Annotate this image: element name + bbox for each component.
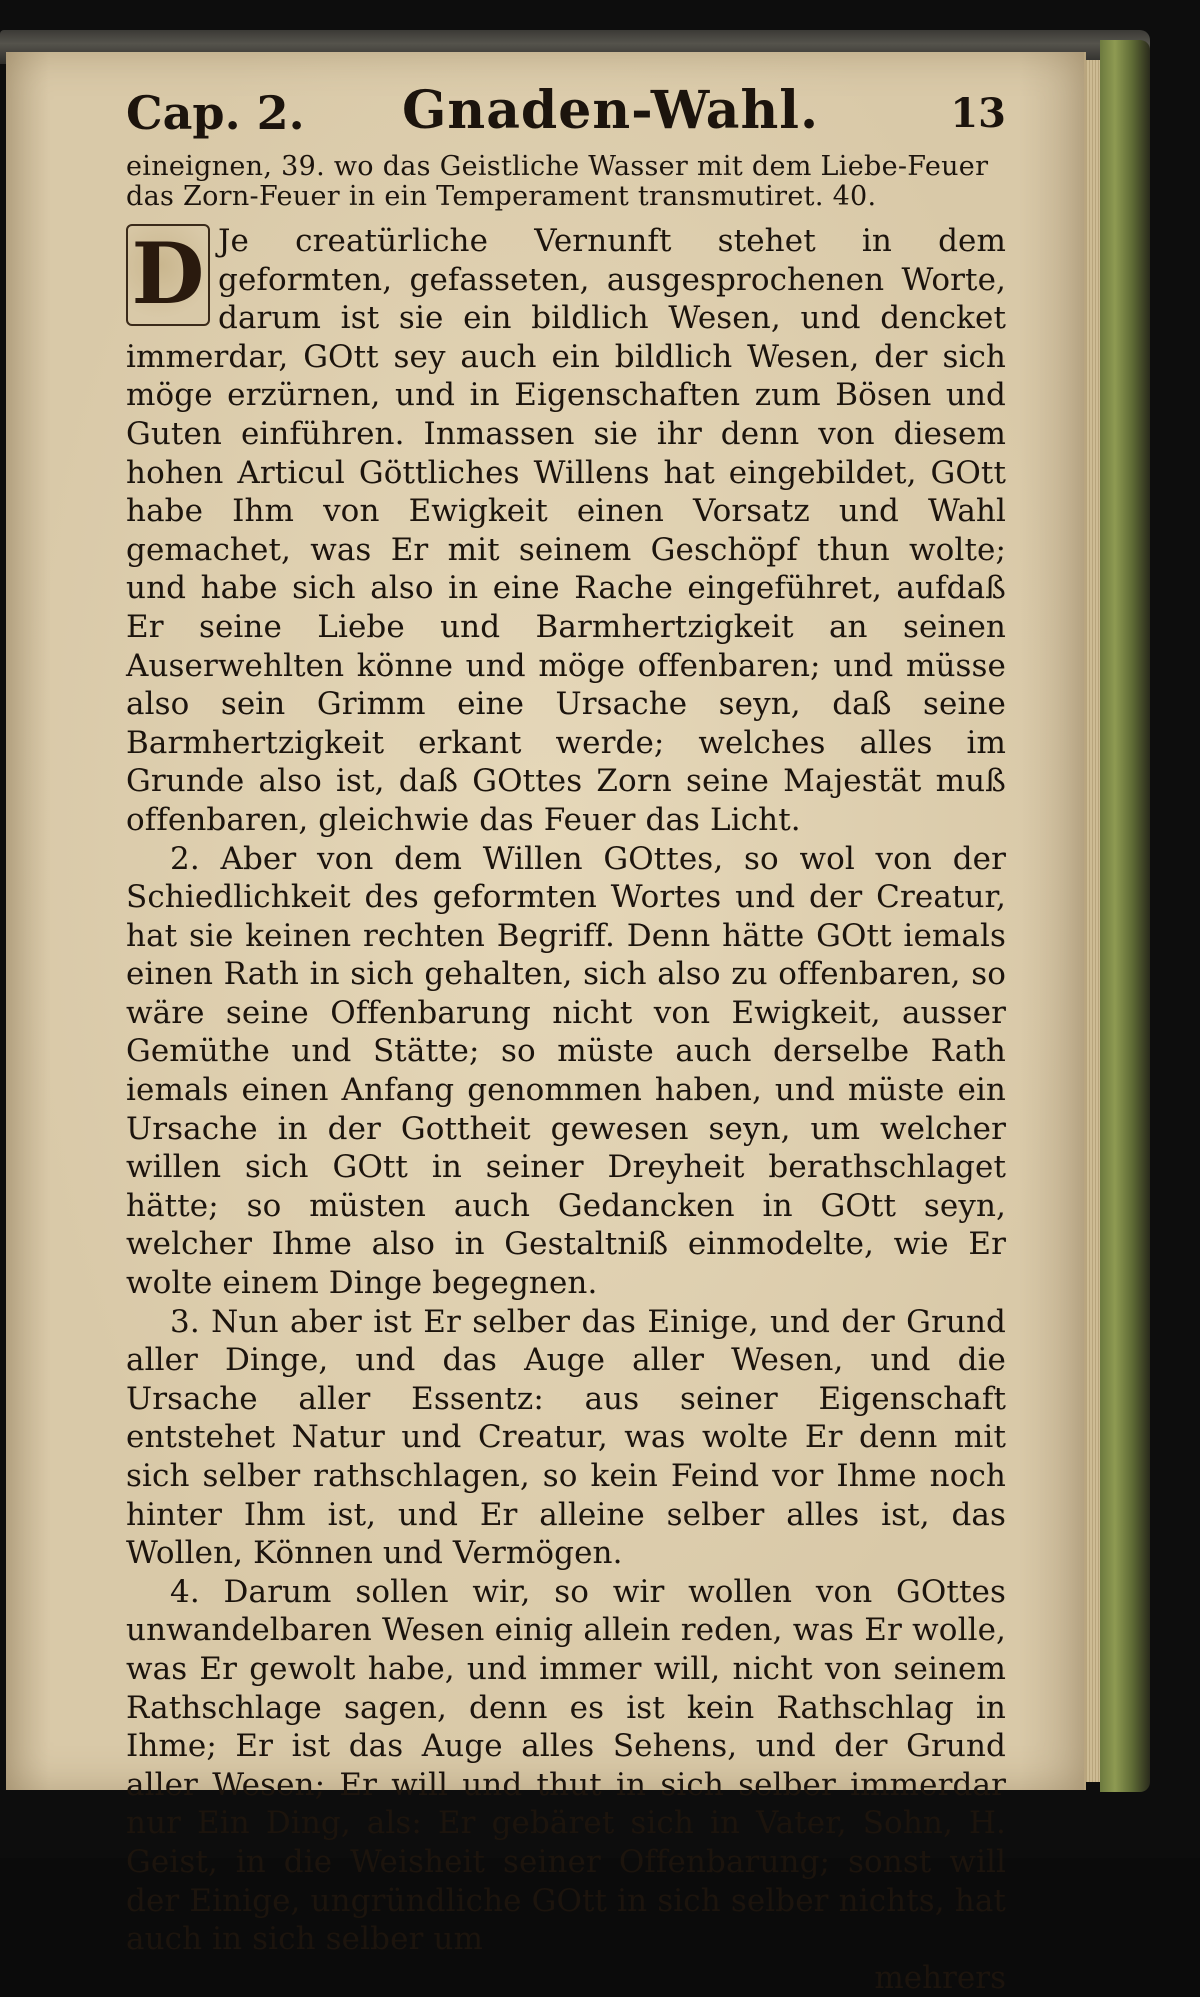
paragraph-1-text: Je creatürliche Vernunft stehet in dem geformten, gefasseten, ausgesprochenen Worte, darum ist sie ein bildlich Wesen, und dencket immerdar, GOtt sey auch ein bildlich Wesen, der sich möge erzürnen, und in Eigenschaften zum Bösen und Guten einführen. Inmassen sie ihr denn von diesem hohen Articul Göttliches Willens hat eingebildet, GOtt habe Ihm von Ewigkeit einen Vorsatz und Wahl gemachet, was Er mit seinem Geschöpf thun wolte; und habe sich also in eine Rache eingeführet, aufdaß Er seine Liebe und Barmhertzigkeit an seinen Auserwehlten könne und möge offenbaren; und müsse also sein Grimm eine Ursache seyn, daß seine Barmhertzigkeit erkant werde; welches alles im Grunde also ist, daß GOttes Zorn seine Majestät muß offenbaren, gleichwie das Feuer das Licht.: [126, 223, 1006, 838]
paragraph-4-text: 4. Darum sollen wir, so wir wollen von GOttes unwandelbaren Wesen einig allein reden, was Er wolle, was Er gewolt habe, und immer will, nicht von seinem Rathschlage sagen, denn es ist kein Rathschlag in Ihme; Er ist das Auge alles Sehens, und der Grund aller Wesen; Er will und thut in sich selber immerdar nur Ein Ding, als: Er gebäret sich in Vater, Sohn, H. Geist, in die Weisheit seiner Offenbarung; sonst will der Einige, ungründliche GOtt in sich selber nichts, hat auch in sich selber um: [126, 1573, 1006, 1958]
paragraph-1: [126, 222, 1006, 840]
paragraph-4: [126, 1573, 1006, 1959]
chapter-label: Cap. 2.: [126, 86, 305, 140]
running-title: Gnaden-Wahl.: [402, 80, 820, 141]
book-cover-edge: [1100, 40, 1150, 1792]
paragraph-2-text: 2. Aber von dem Willen GOttes, so wol von der Schiedlichkeit des geformten Wortes und der Creatur, hat sie keinen rechten Begriff. Denn hätte GOtt iemals einen Rath in sich gehalten, sich also zu offenbaren, so wäre seine Offenbarung nicht von Ewigkeit, ausser Gemüthe und Stätte; so müste auch derselbe Rath iemals einen Anfang genommen haben, und müste ein Ursache in der Gottheit gewesen seyn, um welcher willen sich GOtt in seiner Dreyheit berathschlaget hätte; so müsten auch Gedancken in GOtt seyn, welcher Ihme also in Gestaltniß einmodelte, wie Er wolte einem Dinge begegnen.: [126, 840, 1006, 1302]
page-text-block: [126, 80, 1006, 1997]
catchword: mehrers: [874, 1959, 1006, 1996]
page-edges: [1084, 60, 1100, 1782]
paragraph-3: [126, 1303, 1006, 1573]
paragraph-3-text: 3. Nun aber ist Er selber das Einige, und der Grund aller Dinge, und das Auge aller Wesen, und die Ursache aller Essentz: aus seiner Eigenschaft entstehet Natur und Creatur, was wolte Er denn mit sich selber rathschlagen, so kein Feind vor Ihme noch hinter Ihm ist, und Er alleine selber alles ist, das Wollen, Können und Vermögen.: [126, 1303, 1006, 1572]
paragraph-2: [126, 840, 1006, 1303]
decorated-initial: D: [126, 224, 210, 326]
running-header: [126, 80, 1006, 152]
chapter-summary-line: eineignen, 39. wo das Geistliche Wasser mit dem Liebe-Feuer das Zorn-Feuer in ein Temperament transmutiret. 40.: [126, 151, 989, 212]
page-number: 13: [950, 90, 1006, 137]
